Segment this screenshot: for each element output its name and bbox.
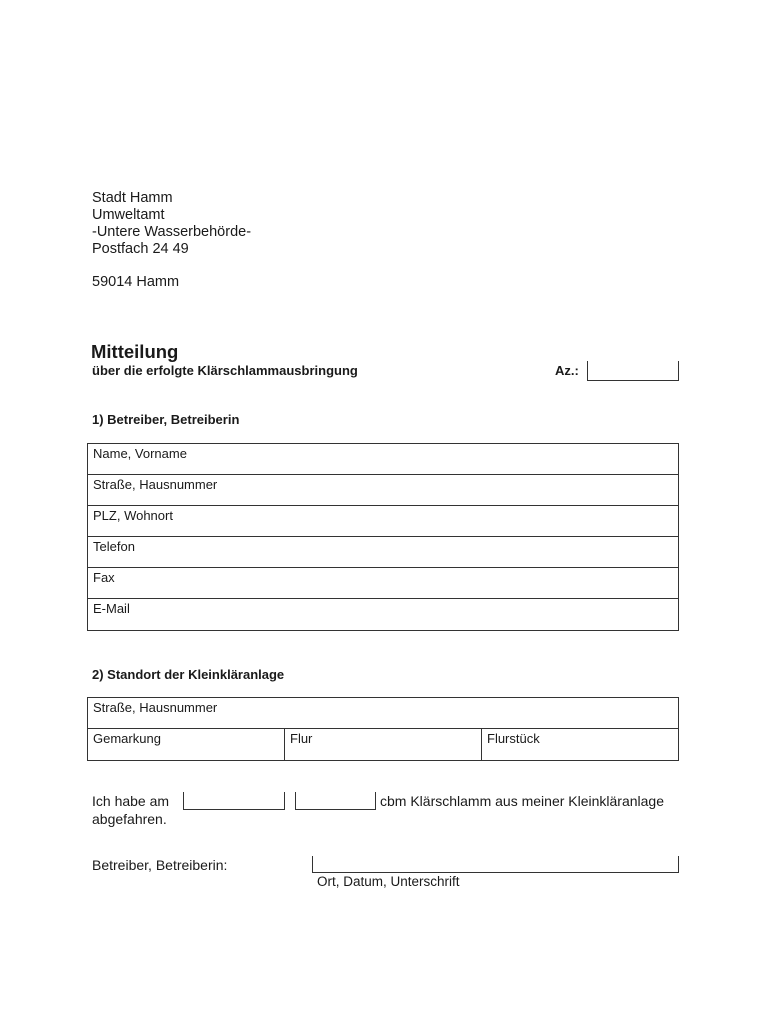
operator-fax-label: Fax: [93, 570, 115, 585]
operator-email-label: E-Mail: [93, 601, 130, 616]
gemarkung-field[interactable]: [88, 729, 285, 760]
date-field[interactable]: [183, 792, 285, 810]
recipient-line-4: Postfach 24 49: [92, 241, 189, 257]
az-field[interactable]: [587, 361, 679, 381]
page-subtitle: über die erfolgte Klärschlammausbringung: [92, 363, 358, 378]
signature-caption: Ort, Datum, Unterschrift: [317, 874, 460, 889]
statement-suffix: abgefahren.: [92, 811, 167, 827]
location-street-field[interactable]: [88, 698, 678, 729]
location-table: [87, 697, 679, 761]
location-street-label: Straße, Hausnummer: [93, 700, 218, 715]
statement-middle: cbm Klärschlamm aus meiner Kleinkläranlage: [380, 793, 665, 809]
location-cadastre-row: [88, 729, 678, 760]
operator-plz-field[interactable]: [88, 506, 678, 537]
signature-label: Betreiber, Betreiberin:: [92, 857, 228, 873]
statement-prefix: Ich habe am: [92, 793, 170, 809]
operator-phone-field[interactable]: [88, 537, 678, 568]
flurstueck-label: Flurstück: [487, 731, 540, 746]
recipient-line-1: Stadt Hamm: [92, 190, 173, 206]
page-title: Mitteilung: [91, 341, 179, 362]
operator-name-field[interactable]: [88, 444, 678, 475]
az-label: Az.:: [555, 363, 579, 378]
operator-name-label: Name, Vorname: [93, 446, 187, 461]
flurstueck-field[interactable]: [482, 729, 678, 760]
operator-fax-field[interactable]: [88, 568, 678, 599]
volume-field[interactable]: [295, 792, 376, 810]
section-2-heading: 2) Standort der Kleinkläranlage: [92, 667, 285, 682]
recipient-city: 59014 Hamm: [92, 274, 180, 290]
operator-email-field[interactable]: [88, 599, 678, 630]
operator-street-field[interactable]: [88, 475, 678, 506]
operator-phone-label: Telefon: [93, 539, 135, 554]
section-1-heading: 1) Betreiber, Betreiberin: [92, 412, 240, 427]
gemarkung-label: Gemarkung: [93, 731, 161, 746]
operator-street-label: Straße, Hausnummer: [93, 477, 218, 492]
flur-label: Flur: [290, 731, 313, 746]
flur-field[interactable]: [285, 729, 482, 760]
signature-field[interactable]: [312, 856, 679, 873]
operator-plz-label: PLZ, Wohnort: [93, 508, 173, 523]
recipient-line-3: -Untere Wasserbehörde-: [92, 224, 252, 240]
recipient-line-2: Umweltamt: [92, 207, 165, 223]
operator-table: [87, 443, 679, 631]
